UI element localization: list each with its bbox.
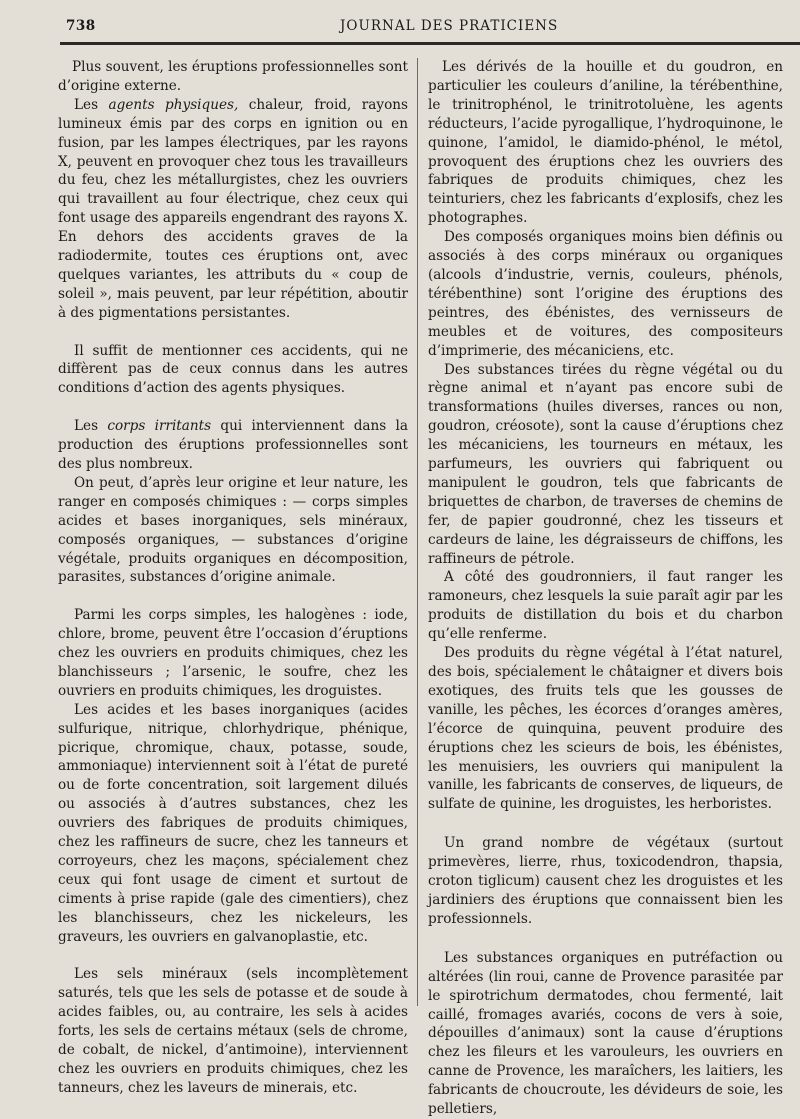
paragraph-lead: Les — [74, 96, 109, 113]
page-header — [58, 18, 800, 40]
right-column — [428, 58, 783, 1119]
paragraph: Plus souvent, les éruptions professionnelles sont d’origine externe. — [58, 59, 408, 94]
italic-term: agents physiques, — [108, 96, 239, 113]
running-title: JOURNAL DES PRATICIENS — [340, 18, 559, 34]
paragraph: Des substances tirées du règne végétal ou du règne animal et n’ayant pas encore subi de transformations (huiles diverses, rances ou non, goudron, créosote), sont la cause d’éruptions chez les mécaniciens, les tourneurs en métaux, les parfumeurs, les ouvriers qui fabriquent ou manipulent le goudron, tels que fabricants de briquettes de charbon, de traverses de chemins de fer, de papier goudronné, chez les tisseurs et cardeurs de laine, les dégraisseurs de chiffons, les raffineurs de pétrole. — [428, 361, 783, 567]
paragraph: Les acides et les bases inorganiques (acides sulfurique, nitrique, chlorhydrique, phénique, picrique, chromique, chaux, potasse, soude, ammoniaque) interviennent soit à l’état de pureté ou de forte concentration, soit largement dilués ou associés à d’autres substances, chez les ouvriers des fabriques de produits chimiques, chez les raffineurs de sucre, chez les tanneurs et corroyeurs, chez les maçons, spécialement chez ceux qui font usage de ciment et surtout de ciments à prise rapide (gale des cimentiers), chez les blanchisseurs, chez les nickeleurs, les graveurs, les ouvriers en galvanoplastie, etc. — [58, 701, 408, 945]
paragraph: Les dérivés de la houille et du goudron, en particulier les couleurs d’aniline, la térébenthine, le trinitrophénol, le trinitrotoluène, les agents réducteurs, l’acide pyrogallique, l’hydroquinone, le quinone, l’amidol, le diamido-phénol, le métol, provoquent des éruptions chez les ouvriers des fabriques de produits chimiques, chez les teinturiers, chez les fabricants d’explosifs, chez les photographes. — [428, 59, 783, 227]
paragraph-rest: qui interviennent dans la production des éruptions professionnelles sont des plus nombreux. — [58, 418, 409, 472]
paragraph: Il suffit de mentionner ces accidents, qui ne diffèrent pas de ceux connus dans les autres conditions d’action des agents physiques. — [58, 342, 408, 397]
paragraph: Un grand nombre de végétaux (surtout primevères, lierre, rhus, toxicodendron, thapsia, croton tiglicum) causent chez les droguistes et les jardiniers des éruptions que connaissent bien les professionnels. — [428, 835, 783, 927]
paragraph: On peut, d’après leur origine et leur nature, les ranger en composés chimiques : — corps simples acides et bases inorganiques, sels minéraux, composés organiques, — substances d’origine végétale, produits organiques en décomposition, parasites, substances d’origine animale. — [58, 474, 408, 586]
paragraph — [58, 417, 408, 474]
paragraph-rest: chaleur, froid, rayons lumineux émis par des corps en ignition ou en fusion, par les lampes électriques, par les rayons X, peuvent en provoquer chez tous les travailleurs du feu, chez les métallurgistes, chez les ouvriers qui travaillent au four électrique, chez ceux qui font usage des appareils engendrant des rayons X. En dehors des accidents graves de la radiodermite, toutes ces éruptions ont, avec quelques variantes, les attributs du « coup de soleil », mais peuvent, par leur répétition, aboutir à des pigmentations persistantes. — [58, 96, 408, 321]
italic-term: corps irritants — [107, 418, 212, 435]
paragraph: Des composés organiques moins bien définis ou associés à des corps minéraux ou organiques (alcools d’industrie, vernis, couleurs, phénols, térébenthine) sont l’origine des éruptions des peintres, des ébénistes, des vernisseurs de meubles et de voitures, des compositeurs d’imprimerie, des mécaniciens, etc. — [428, 229, 783, 359]
paragraph: Des produits du règne végétal à l’état naturel, des bois, spécialement le châtaigner et divers bois exotiques, des fruits tels que les gousses de vanille, les pêches, les écorces d’oranges amères, l’écorce de quinquina, peuvent produire des éruptions chez les scieurs de bois, les ébénistes, les menuisiers, les ouvriers qui manipulent la vanille, les fabricants de conserves, de liqueurs, de sulfate de quinine, les droguistes, les herboristes. — [428, 645, 783, 813]
paragraph — [58, 96, 408, 323]
paragraph: Les substances organiques en putréfaction ou altérées (lin roui, canne de Provence parasitée par le spirotrichum dermatodes, chou fermenté, lait caillé, fromages avariés, cocons de vers à soie, dépouilles d’animaux) sont la cause d’éruptions chez les fileurs et les varouleurs, les ouvriers en canne de Provence, les maraîchers, les laitiers, les fabricants de choucroute, les dévideurs de soie, les pelletiers, — [428, 949, 783, 1118]
page-number: 738 — [66, 18, 96, 34]
left-column — [58, 58, 408, 1098]
paragraph: A côté des goudronniers, il faut ranger les ramoneurs, chez lesquels la suie paraît agir par les produits de distillation du bois et du charbon qu’elle renferme. — [428, 569, 783, 643]
paragraph: Parmi les corps simples, les halogènes : iode, chlore, brome, peuvent être l’occasion d’éruptions chez les ouvriers en produits chimiques, chez les blanchisseurs ; l’arsenic, le soufre, chez les ouvriers en produits chimiques, les droguistes. — [58, 607, 408, 699]
column-divider — [417, 58, 418, 1006]
paragraph-lead: Les — [74, 418, 108, 435]
paragraph: Les sels minéraux (sels incomplètement saturés, tels que les sels de potasse et de soude à acides faibles, ou, au contraire, les sels à acides forts, les sels de certains métaux (sels de chrome, de cobalt, de nickel, d’antimoine), interviennent chez les ouvriers en produits chimiques, chez les tanneurs, chez les laveurs de minerais, etc. — [58, 966, 408, 1096]
header-rule — [60, 42, 800, 45]
